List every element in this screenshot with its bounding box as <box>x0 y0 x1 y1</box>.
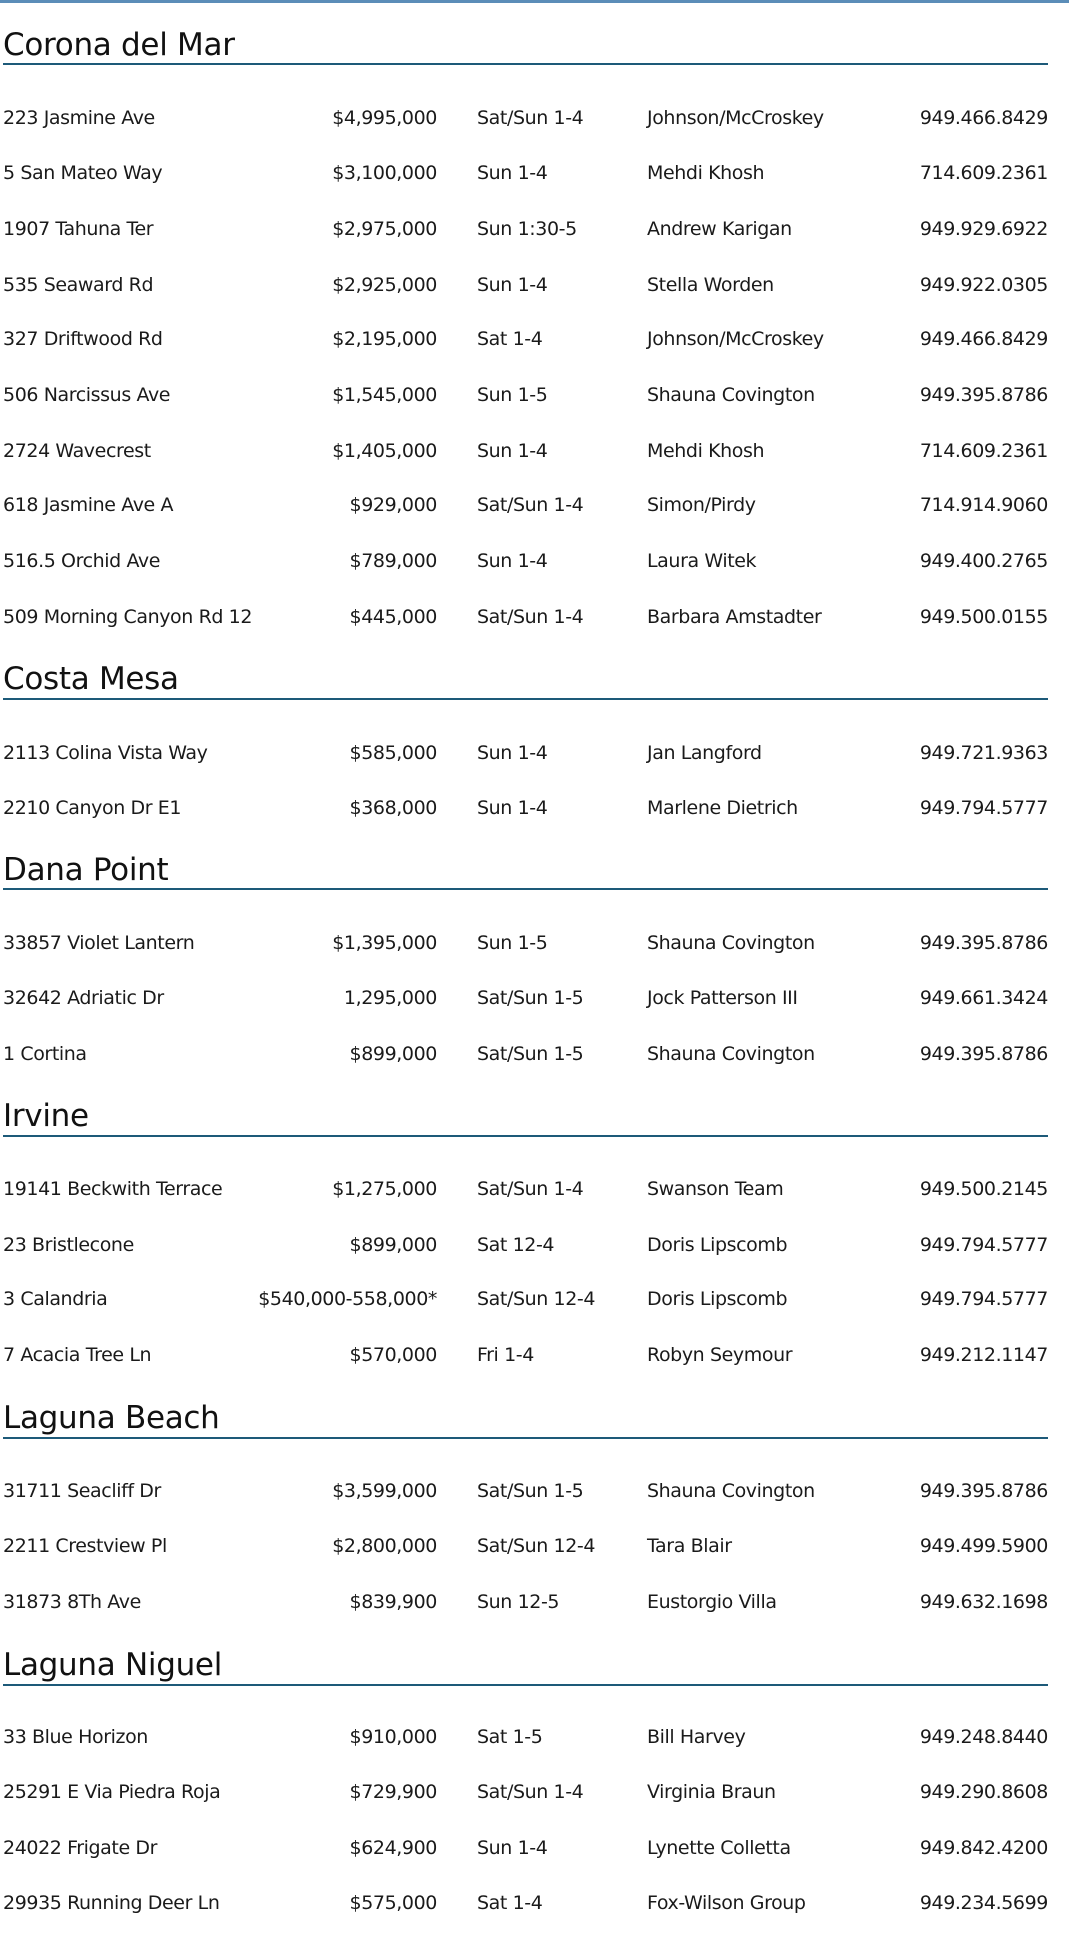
listing-agent: Virginia Braun <box>647 1781 776 1803</box>
listing-open-time: Sun 1-4 <box>477 274 548 296</box>
listing-phone: 949.500.0155 <box>919 606 1048 628</box>
listing-agent: Eustorgio Villa <box>647 1591 777 1613</box>
listing-price: $575,000 <box>349 1892 437 1914</box>
listing-address: 33857 Violet Lantern <box>3 932 195 954</box>
listing-phone: 949.721.9363 <box>919 742 1048 764</box>
listing-price: $4,995,000 <box>332 107 437 129</box>
listing-row <box>0 103 1069 133</box>
listing-open-time: Sat/Sun 1-4 <box>477 606 584 628</box>
section-heading-laguna-niguel: Laguna Niguel <box>3 1647 223 1683</box>
listing-phone: 714.914.9060 <box>919 494 1048 516</box>
listing-phone: 949.842.4200 <box>919 1837 1048 1859</box>
listing-price: $570,000 <box>349 1344 437 1366</box>
listing-agent: Jock Patterson III <box>647 987 798 1009</box>
section-divider <box>3 888 1048 890</box>
listing-address: 31873 8Th Ave <box>3 1591 141 1613</box>
section-divider <box>3 63 1048 65</box>
listing-phone: 949.500.2145 <box>919 1178 1048 1200</box>
listing-agent: Mehdi Khosh <box>647 162 765 184</box>
listing-address: 3 Calandria <box>3 1288 108 1310</box>
listing-price: $2,195,000 <box>332 328 437 350</box>
listing-row <box>0 1284 1069 1314</box>
listing-row <box>0 983 1069 1013</box>
listing-open-time: Sat/Sun 1-4 <box>477 494 584 516</box>
listing-address: 2724 Wavecrest <box>3 440 151 462</box>
listing-row <box>0 1722 1069 1752</box>
listing-price: $540,000-558,000* <box>258 1288 437 1310</box>
listing-row <box>0 602 1069 632</box>
listing-row <box>0 1833 1069 1863</box>
listing-address: 33 Blue Horizon <box>3 1726 148 1748</box>
listing-price: $368,000 <box>349 797 437 819</box>
listing-address: 509 Morning Canyon Rd 12 <box>3 606 253 628</box>
listing-open-time: Sun 1-4 <box>477 742 548 764</box>
listing-address: 223 Jasmine Ave <box>3 107 155 129</box>
listing-agent: Tara Blair <box>647 1535 732 1557</box>
listing-open-time: Sun 1-4 <box>477 162 548 184</box>
listing-open-time: Sat 1-4 <box>477 1892 543 1914</box>
listing-price: $2,925,000 <box>332 274 437 296</box>
listing-phone: 949.929.6922 <box>919 218 1048 240</box>
listing-row <box>0 436 1069 466</box>
listing-open-time: Sun 1-5 <box>477 932 548 954</box>
listing-price: $585,000 <box>349 742 437 764</box>
listing-agent: Lynette Colletta <box>647 1837 791 1859</box>
listing-row <box>0 324 1069 354</box>
listing-address: 618 Jasmine Ave A <box>3 494 174 516</box>
listing-agent: Stella Worden <box>647 274 774 296</box>
listing-row <box>0 1476 1069 1506</box>
listing-agent: Bill Harvey <box>647 1726 746 1748</box>
listing-price: $929,000 <box>349 494 437 516</box>
section-heading-laguna-beach: Laguna Beach <box>3 1400 220 1436</box>
section-heading-dana-point: Dana Point <box>3 852 169 888</box>
listing-open-time: Sat/Sun 1-5 <box>477 1480 584 1502</box>
listing-price: $3,599,000 <box>332 1480 437 1502</box>
listing-price: $445,000 <box>349 606 437 628</box>
listing-open-time: Sun 1-4 <box>477 550 548 572</box>
listing-address: 2113 Colina Vista Way <box>3 742 208 764</box>
listing-agent: Shauna Covington <box>647 932 815 954</box>
listing-phone: 949.794.5777 <box>919 1234 1048 1256</box>
listing-agent: Robyn Seymour <box>647 1344 793 1366</box>
listing-row <box>0 928 1069 958</box>
listing-open-time: Sat/Sun 12-4 <box>477 1535 596 1557</box>
listing-open-time: Fri 1-4 <box>477 1344 534 1366</box>
listing-open-time: Sat/Sun 1-5 <box>477 987 584 1009</box>
listing-address: 29935 Running Deer Ln <box>3 1892 220 1914</box>
listing-open-time: Sun 1-4 <box>477 797 548 819</box>
listing-phone: 949.395.8786 <box>919 1043 1048 1065</box>
listing-row <box>0 158 1069 188</box>
listing-phone: 949.632.1698 <box>919 1591 1048 1613</box>
listing-price: 1,295,000 <box>343 987 437 1009</box>
listing-address: 23 Bristlecone <box>3 1234 134 1256</box>
listing-agent: Johnson/McCroskey <box>647 107 824 129</box>
listing-address: 516.5 Orchid Ave <box>3 550 161 572</box>
listing-address: 1907 Tahuna Ter <box>3 218 154 240</box>
listing-phone: 949.466.8429 <box>919 107 1048 129</box>
listing-agent: Doris Lipscomb <box>647 1234 788 1256</box>
listing-open-time: Sat/Sun 1-4 <box>477 1781 584 1803</box>
section-divider <box>3 1135 1048 1137</box>
listing-agent: Fox-Wilson Group <box>647 1892 806 1914</box>
listing-agent: Laura Witek <box>647 550 757 572</box>
listing-phone: 949.794.5777 <box>919 797 1048 819</box>
listing-agent: Mehdi Khosh <box>647 440 765 462</box>
listing-address: 31711 Seacliff Dr <box>3 1480 161 1502</box>
listing-row <box>0 1587 1069 1617</box>
listing-row <box>0 270 1069 300</box>
listing-agent: Barbara Amstadter <box>647 606 822 628</box>
listing-open-time: Sun 1-4 <box>477 440 548 462</box>
listing-address: 7 Acacia Tree Ln <box>3 1344 152 1366</box>
section-divider <box>3 1684 1048 1686</box>
listing-row <box>0 793 1069 823</box>
listing-open-time: Sun 1-5 <box>477 384 548 406</box>
listing-row <box>0 1039 1069 1069</box>
listing-agent: Shauna Covington <box>647 1480 815 1502</box>
listing-agent: Jan Langford <box>647 742 762 764</box>
listing-agent: Shauna Covington <box>647 384 815 406</box>
listing-address: 327 Driftwood Rd <box>3 328 163 350</box>
listing-price: $3,100,000 <box>332 162 437 184</box>
top-border <box>0 0 1069 3</box>
listing-row <box>0 1230 1069 1260</box>
listing-agent: Shauna Covington <box>647 1043 815 1065</box>
listing-open-time: Sat 12-4 <box>477 1234 555 1256</box>
listing-open-time: Sat/Sun 1-4 <box>477 1178 584 1200</box>
listing-open-time: Sat 1-5 <box>477 1726 543 1748</box>
listing-phone: 949.499.5900 <box>919 1535 1048 1557</box>
listing-address: 19141 Beckwith Terrace <box>3 1178 223 1200</box>
listing-open-time: Sun 12-5 <box>477 1591 560 1613</box>
listing-open-time: Sat/Sun 1-5 <box>477 1043 584 1065</box>
listing-price: $2,800,000 <box>332 1535 437 1557</box>
listing-agent: Doris Lipscomb <box>647 1288 788 1310</box>
listing-row <box>0 738 1069 768</box>
listing-phone: 714.609.2361 <box>919 162 1048 184</box>
listing-price: $899,000 <box>349 1234 437 1256</box>
listing-agent: Andrew Karigan <box>647 218 792 240</box>
listing-row <box>0 1340 1069 1370</box>
listing-phone: 949.234.5699 <box>919 1892 1048 1914</box>
listing-phone: 949.290.8608 <box>919 1781 1048 1803</box>
listing-phone: 949.395.8786 <box>919 1480 1048 1502</box>
listing-row <box>0 1174 1069 1204</box>
listing-price: $1,275,000 <box>332 1178 437 1200</box>
listing-address: 5 San Mateo Way <box>3 162 163 184</box>
listing-price: $2,975,000 <box>332 218 437 240</box>
listing-phone: 949.794.5777 <box>919 1288 1048 1310</box>
listing-agent: Marlene Dietrich <box>647 797 798 819</box>
listing-row <box>0 546 1069 576</box>
listing-address: 25291 E Via Piedra Roja <box>3 1781 221 1803</box>
listing-address: 2211 Crestview Pl <box>3 1535 167 1557</box>
listing-agent: Swanson Team <box>647 1178 784 1200</box>
listing-address: 506 Narcissus Ave <box>3 384 171 406</box>
listing-row <box>0 1888 1069 1918</box>
listing-price: $1,405,000 <box>332 440 437 462</box>
listing-phone: 949.661.3424 <box>919 987 1048 1009</box>
section-heading-corona-del-mar: Corona del Mar <box>3 27 235 63</box>
listing-phone: 949.922.0305 <box>919 274 1048 296</box>
section-heading-irvine: Irvine <box>3 1098 89 1134</box>
listing-row <box>0 214 1069 244</box>
listing-address: 535 Seaward Rd <box>3 274 154 296</box>
listing-agent: Johnson/McCroskey <box>647 328 824 350</box>
listing-open-time: Sat/Sun 12-4 <box>477 1288 596 1310</box>
listing-price: $729,900 <box>349 1781 437 1803</box>
listing-price: $789,000 <box>349 550 437 572</box>
listing-open-time: Sun 1:30-5 <box>477 218 577 240</box>
section-divider <box>3 1437 1048 1439</box>
listing-price: $1,395,000 <box>332 932 437 954</box>
listing-price: $624,900 <box>349 1837 437 1859</box>
listing-phone: 714.609.2361 <box>919 440 1048 462</box>
listing-address: 32642 Adriatic Dr <box>3 987 164 1009</box>
listing-price: $1,545,000 <box>332 384 437 406</box>
listing-row <box>0 1531 1069 1561</box>
listing-row <box>0 490 1069 520</box>
listing-phone: 949.248.8440 <box>919 1726 1048 1748</box>
listing-price: $839,900 <box>349 1591 437 1613</box>
section-divider <box>3 698 1048 700</box>
listing-phone: 949.466.8429 <box>919 328 1048 350</box>
listing-agent: Simon/Pirdy <box>647 494 756 516</box>
listing-phone: 949.395.8786 <box>919 932 1048 954</box>
listing-open-time: Sun 1-4 <box>477 1837 548 1859</box>
section-heading-costa-mesa: Costa Mesa <box>3 661 179 697</box>
listing-row <box>0 380 1069 410</box>
listing-address: 1 Cortina <box>3 1043 87 1065</box>
listing-open-time: Sat/Sun 1-4 <box>477 107 584 129</box>
listing-address: 24022 Frigate Dr <box>3 1837 158 1859</box>
listing-row <box>0 1777 1069 1807</box>
listing-address: 2210 Canyon Dr E1 <box>3 797 182 819</box>
listing-phone: 949.395.8786 <box>919 384 1048 406</box>
listing-phone: 949.400.2765 <box>919 550 1048 572</box>
listing-open-time: Sat 1-4 <box>477 328 543 350</box>
listing-price: $910,000 <box>349 1726 437 1748</box>
listing-price: $899,000 <box>349 1043 437 1065</box>
listing-phone: 949.212.1147 <box>919 1344 1048 1366</box>
